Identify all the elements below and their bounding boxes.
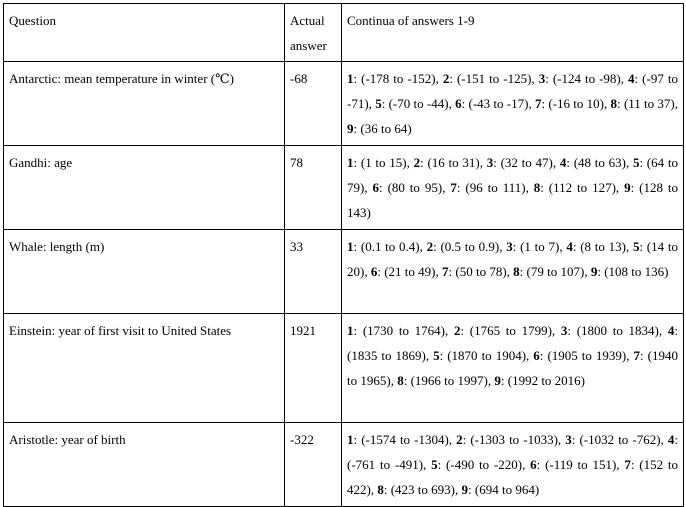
answer-number: 8 <box>377 482 384 497</box>
answer-number: 4 <box>559 155 567 170</box>
continua-cell: 1: (-1574 to -1304), 2: (-1303 to -1033), 3: (-1032 to -762), 4: (-761 to -491), 5: (-490 to -220), 6: (-119 to 151), 7: (152 to 422), 8: (423 to 693), 9: (694 to 964) <box>342 423 684 507</box>
table-row <box>4 230 684 314</box>
answer-range: (-16 to 10) <box>548 96 605 111</box>
answer-range: (1765 to 1799) <box>469 323 552 338</box>
answer-number: 6 <box>370 264 378 279</box>
answer-range: (14 to 20) <box>347 239 678 279</box>
answer-range: (-124 to -98) <box>552 71 621 86</box>
answer-range: (1730 to 1764) <box>362 323 445 338</box>
answer-range: (0.1 to 0.4) <box>360 239 420 254</box>
answer-range: (8 to 13) <box>580 239 626 254</box>
table-row <box>4 62 684 146</box>
actual-answer-cell: 78 <box>285 146 342 230</box>
answer-number: 5 <box>375 96 382 111</box>
continua-cell: 1: (0.1 to 0.4), 2: (0.5 to 0.9), 3: (1 to 7), 4: (8 to 13), 5: (14 to 20), 6: (21 to 49), 7: (50 to 78), 8: (79 to 107), 9: (108 to 136) <box>342 230 684 314</box>
answer-range: (-1303 to -1033) <box>470 432 558 447</box>
answer-number: 1 <box>347 239 354 254</box>
answer-number: 1 <box>347 323 354 338</box>
answer-range: (1940 to 1965) <box>347 348 678 388</box>
question-cell: Whale: length (m) <box>4 230 285 314</box>
answer-number: 2 <box>426 239 434 254</box>
answer-number: 5 <box>632 239 640 254</box>
answer-number: 4 <box>667 323 675 338</box>
answer-number: 1 <box>347 155 354 170</box>
answer-range: (16 to 31) <box>427 155 480 170</box>
header-continua: Continua of answers 1-9 <box>342 4 684 62</box>
answer-range: (21 to 49) <box>384 264 436 279</box>
answer-range: (1 to 15) <box>360 155 407 170</box>
continua-cell: 1: (1 to 15), 2: (16 to 31), 3: (32 to 47), 4: (48 to 63), 5: (64 to 79), 6: (80 to 95), 7: (96 to 111), 8: (112 to 127), 9: (128 to 143) <box>342 146 684 230</box>
header-actual-answer: Actual answer <box>285 4 342 62</box>
answer-range: (-1574 to -1304) <box>361 432 449 447</box>
answer-number: 9 <box>624 180 631 195</box>
answer-number: 2 <box>442 71 450 86</box>
question-cell: Antarctic: mean temperature in winter (℃) <box>4 62 285 146</box>
answer-number: 7 <box>534 96 542 111</box>
answer-range: (-70 to -44) <box>388 96 449 111</box>
answer-range: (36 to 64) <box>360 121 412 136</box>
answer-range: (-490 to -220) <box>446 457 523 472</box>
table-row <box>4 146 684 230</box>
answer-range: (11 to 37) <box>623 96 675 111</box>
answer-range: (32 to 47) <box>500 155 553 170</box>
answer-number: 3 <box>486 155 494 170</box>
answer-number: 8 <box>533 180 541 195</box>
answer-number: 7 <box>450 180 457 195</box>
answer-number: 8 <box>397 373 404 388</box>
answer-number: 3 <box>538 71 546 86</box>
question-cell: Einstein: year of first visit to United States <box>4 314 285 423</box>
answer-number: 3 <box>506 239 513 254</box>
answer-number: 4 <box>566 239 573 254</box>
answer-range: (50 to 78) <box>455 264 507 279</box>
answer-number: 3 <box>565 432 572 447</box>
answer-range: (48 to 63) <box>573 155 626 170</box>
answer-number: 7 <box>442 264 449 279</box>
answer-number: 8 <box>610 96 618 111</box>
answer-range: (80 to 95) <box>387 180 443 195</box>
answer-range: (112 to 127) <box>548 180 616 195</box>
answer-range: (1905 to 1939) <box>547 348 627 363</box>
answer-number: 1 <box>347 432 354 447</box>
answer-range: (-97 to -71) <box>347 71 678 111</box>
answer-range: (64 to 79) <box>347 155 678 195</box>
header-question: Question <box>4 4 285 62</box>
answer-range: (1992 to 2016) <box>507 373 586 388</box>
actual-answer-cell: 33 <box>285 230 342 314</box>
header-row <box>4 4 684 62</box>
answer-number: 4 <box>628 71 635 86</box>
answer-range: (1870 to 1904) <box>447 348 527 363</box>
answer-number: 1 <box>347 71 354 86</box>
answer-range: (-151 to -125) <box>456 71 532 86</box>
answers-table <box>3 3 684 507</box>
answer-range: (0.5 to 0.9) <box>440 239 500 254</box>
answer-range: (1966 to 1997) <box>410 373 488 388</box>
answer-number: 2 <box>456 432 463 447</box>
answer-number: 6 <box>455 96 462 111</box>
answer-number: 8 <box>513 264 520 279</box>
actual-answer-cell: 1921 <box>285 314 342 423</box>
answer-number: 6 <box>533 348 540 363</box>
question-cell: Aristotle: year of birth <box>4 423 285 507</box>
actual-answer-cell: -322 <box>285 423 342 507</box>
answer-number: 2 <box>453 323 461 338</box>
answer-number: 9 <box>494 373 501 388</box>
answer-range: (128 to 143) <box>347 180 679 220</box>
continua-cell: 1: (-178 to -152), 2: (-151 to -125), 3: (-124 to -98), 4: (-97 to -71), 5: (-70 to -44), 6: (-43 to -17), 7: (-16 to 10), 8: (11 to 37), 9: (36 to 64) <box>342 62 684 146</box>
answer-range: (-761 to -491) <box>347 457 424 472</box>
answer-number: 9 <box>590 264 598 279</box>
answer-range: (-119 to 151) <box>545 457 617 472</box>
answer-range: (423 to 693) <box>390 482 455 497</box>
answer-number: 5 <box>433 348 440 363</box>
answer-number: 6 <box>372 180 380 195</box>
answer-range: (108 to 136) <box>604 264 669 279</box>
answer-number: 4 <box>667 432 675 447</box>
actual-answer-cell: -68 <box>285 62 342 146</box>
answer-number: 7 <box>633 348 641 363</box>
answer-number: 6 <box>530 457 537 472</box>
answer-range: (694 to 964) <box>474 482 540 497</box>
answer-number: 9 <box>461 482 468 497</box>
answer-number: 5 <box>632 155 640 170</box>
continua-cell: 1: (1730 to 1764), 2: (1765 to 1799), 3: (1800 to 1834), 4: (1835 to 1869), 5: (1870 to 1904), 6: (1905 to 1939), 7: (1940 to 1965), 8: (1966 to 1997), 9: (1992 to 2016) <box>342 314 684 423</box>
answer-number: 2 <box>413 155 421 170</box>
answer-number: 9 <box>347 121 354 136</box>
answer-range: (-178 to -152) <box>361 71 436 86</box>
answer-number: 7 <box>624 457 631 472</box>
answer-number: 3 <box>560 323 568 338</box>
answer-range: (152 to 422) <box>347 457 679 497</box>
question-cell: Gandhi: age <box>4 146 285 230</box>
answer-number: 5 <box>431 457 438 472</box>
answer-range: (79 to 107) <box>526 264 585 279</box>
answer-range: (-1032 to -762) <box>579 432 661 447</box>
table-row <box>4 314 684 423</box>
answer-range: (1835 to 1869) <box>347 348 426 363</box>
answer-range: (96 to 111) <box>465 180 526 195</box>
answer-range: (1 to 7) <box>520 239 560 254</box>
answer-range: (1800 to 1834) <box>576 323 659 338</box>
answer-range: (-43 to -17) <box>468 96 529 111</box>
